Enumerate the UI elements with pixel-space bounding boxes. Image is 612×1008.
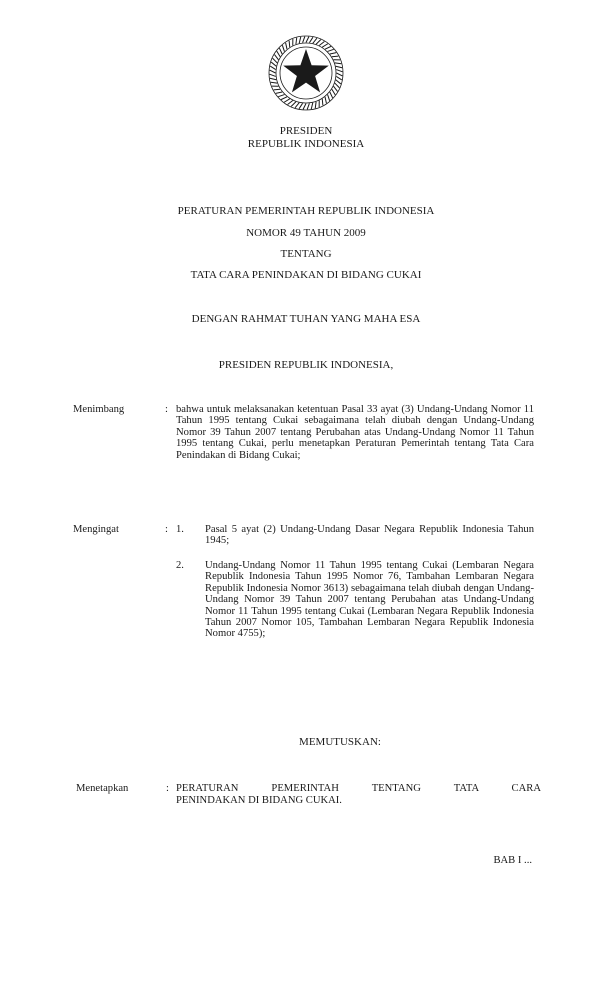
memutuskan-heading: MEMUTUSKAN: xyxy=(299,736,381,748)
mengingat-item-number: 1. xyxy=(176,524,184,535)
menimbang-colon: : xyxy=(165,404,168,415)
menimbang-text: bahwa untuk melaksanakan ketentuan Pasal 33 ayat (3) Undang-Undang Nomor 11 Tahun 1995 tentang Cukai sebagaimana telah diubah dengan Undang-Undang Nomor 39 Tahun 2007 tentang Perubahan atas Undang-Undang Nomor 11 Tahun 1995 tentang Cukai, perlu menetapkan Peraturan Pemerintah tentang Tata Cara Penindakan di Bidang Cukai; xyxy=(176,404,534,461)
menetapkan-colon: : xyxy=(166,783,169,794)
menimbang-label: Menimbang xyxy=(73,404,125,415)
garuda-star-emblem-icon xyxy=(266,34,346,112)
mengingat-item-text: Pasal 5 ayat (2) Undang-Undang Dasar Negara Republik Indonesia Tahun 1945; xyxy=(205,524,534,547)
menetapkan-text-line2: PENINDAKAN DI BIDANG CUKAI. xyxy=(176,795,342,806)
regulation-tentang: TENTANG xyxy=(280,248,332,260)
header-line-presiden: PRESIDEN xyxy=(279,125,333,137)
next-page-indicator: BAB I ... xyxy=(493,855,532,866)
regulation-subject: TATA CARA PENINDAKAN DI BIDANG CUKAI xyxy=(190,269,422,281)
mengingat-item-number: 2. xyxy=(176,560,184,571)
star-icon xyxy=(283,49,329,92)
header-line-republik: REPUBLIK INDONESIA xyxy=(247,138,365,150)
mengingat-item-text: Undang-Undang Nomor 11 Tahun 1995 tentang Cukai (Lembaran Negara Republik Indonesia Tahun 1995 Nomor 76, Tambahan Lembaran Negara Republik Indonesia Nomor 3613) sebagaimana telah diubah dengan Undang-Undang Nomor 39 Tahun 2007 tentang Perubahan atas Undang-Undang Nomor 11 Tahun 1995 tentang Cukai (Lembaran Negara Republik Indonesia Tahun 2007 Nomor 105, Tambahan Lembaran Negara Republik Indonesia Nomor 4755); xyxy=(205,560,534,640)
president-heading: PRESIDEN REPUBLIK INDONESIA, xyxy=(218,359,394,371)
mengingat-colon: : xyxy=(165,524,168,535)
regulation-title: PERATURAN PEMERINTAH REPUBLIK INDONESIA xyxy=(177,205,435,217)
mengingat-label: Mengingat xyxy=(73,524,119,535)
menetapkan-label: Menetapkan xyxy=(76,783,129,794)
menetapkan-text-line1: PERATURAN PEMERINTAH TENTANG TATA CARA xyxy=(176,783,541,794)
preamble: DENGAN RAHMAT TUHAN YANG MAHA ESA xyxy=(191,313,421,325)
regulation-number: NOMOR 49 TAHUN 2009 xyxy=(246,227,366,239)
